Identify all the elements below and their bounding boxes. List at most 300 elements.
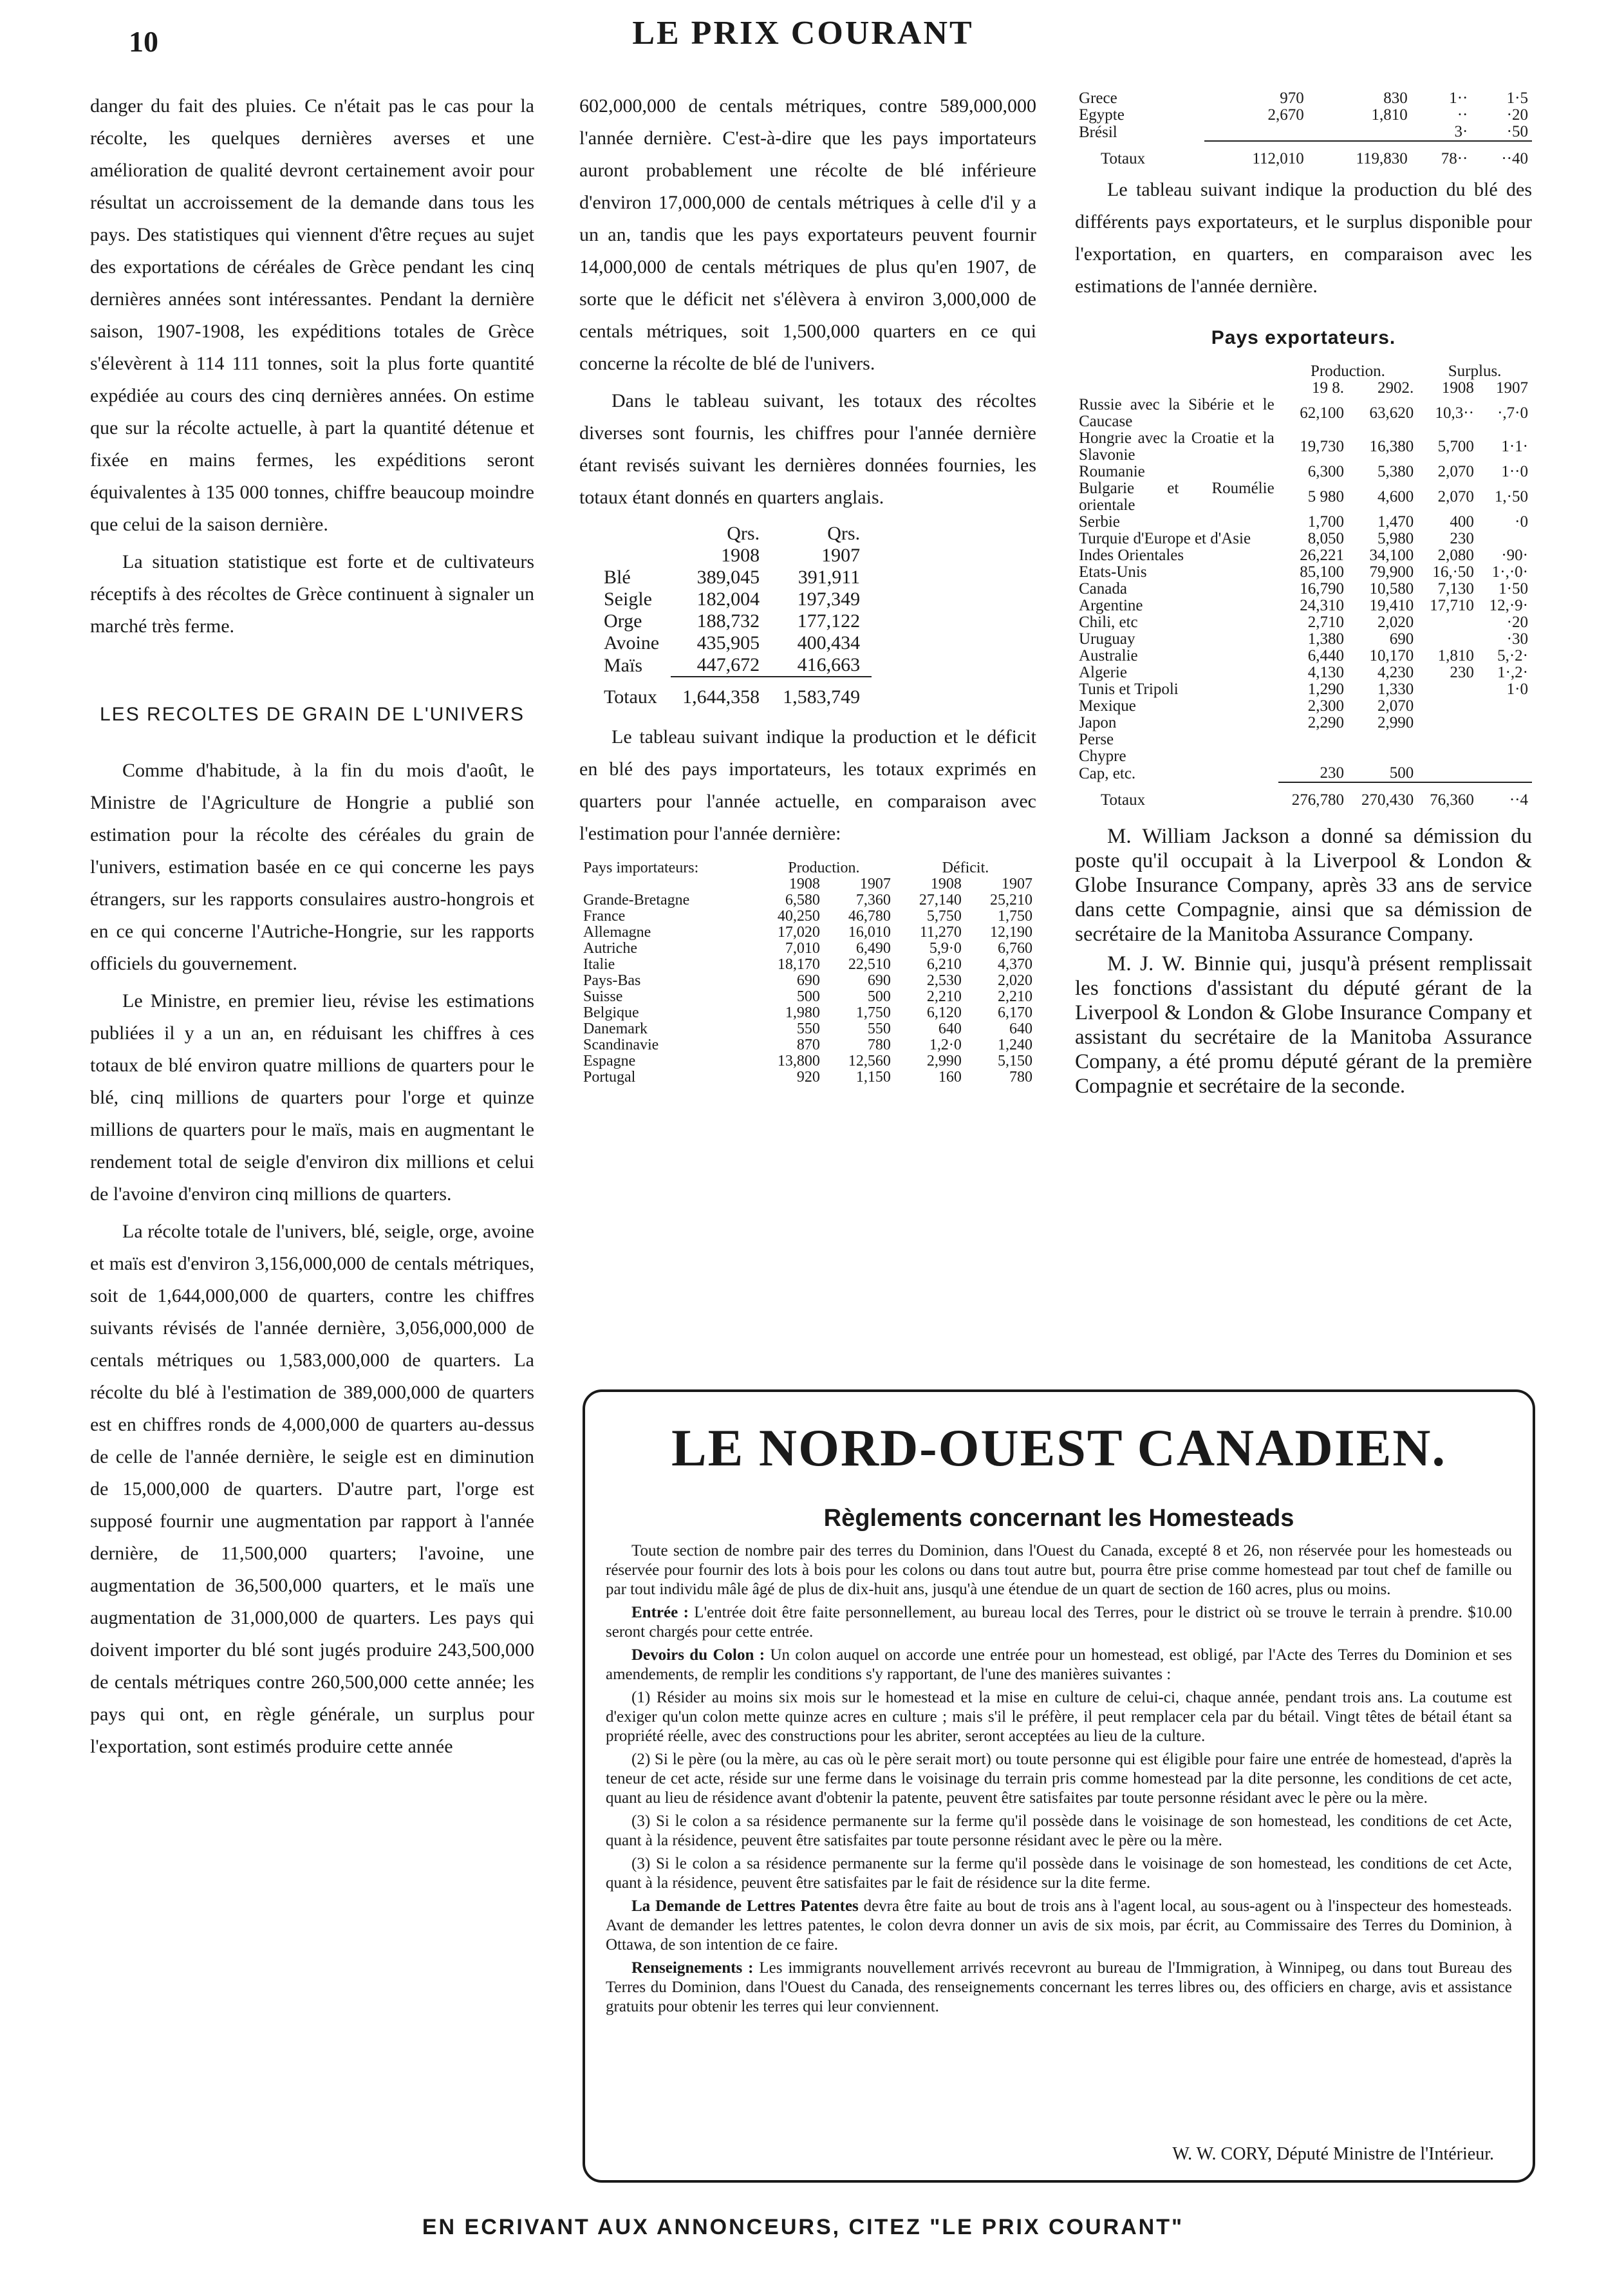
row-label: Totaux <box>1101 149 1146 167</box>
cell: 1,150 <box>855 1069 891 1086</box>
ad-label: Renseignements : <box>631 1959 754 1977</box>
cell: 5,700 <box>1437 438 1474 455</box>
table-row <box>1075 464 1532 480</box>
cell <box>1478 715 1532 731</box>
cell: ·20 <box>1506 614 1528 631</box>
total-row <box>1075 141 1532 167</box>
cell: ·,7·0 <box>1497 404 1528 422</box>
ad-label: Devoirs du Colon : <box>631 1646 765 1664</box>
cell: 6,210 <box>926 956 962 973</box>
cell: 1·· <box>1449 89 1468 107</box>
cell: 5,9·0 <box>929 940 962 957</box>
year-label: 1908 <box>1441 379 1474 397</box>
table-row <box>579 1069 1036 1086</box>
table-row <box>579 1005 1036 1021</box>
ad-text: L'entrée doit être faite personnellement, au bureau local des Terres, pour le district où se trouve le terrain à prendre. $10.00 seront chargés pour cette entrée. <box>606 1604 1513 1641</box>
paragraph: M. J. W. Binnie qui, jusqu'à présent remplissait les fonctions d'assistant du député gérant de la Liverpool & London & Globe Insurance Company et assistant du secrétaire de la Manitoba Assurance Company, a été promu député gérant de la première Compagnie et secrétaire de la seconde. <box>1075 952 1532 1098</box>
cell: 160 <box>938 1069 962 1086</box>
cell: ·0 <box>1515 513 1528 531</box>
homestead-advertisement <box>583 1389 1535 2183</box>
cell <box>1348 731 1417 748</box>
cell: 1,330 <box>1377 681 1414 698</box>
row-label: Grande-Bretagne <box>583 892 690 908</box>
cell: 276,780 <box>1278 782 1348 809</box>
row-label: Autriche <box>583 940 637 957</box>
table-row <box>579 957 1036 973</box>
cell: 6,120 <box>926 1004 962 1021</box>
table-row <box>579 925 1036 941</box>
import-table-continued <box>1075 90 1532 167</box>
cell: ··4 <box>1478 782 1532 809</box>
ad-subtitle: Règlements concernant les Homesteads <box>823 1505 1294 1532</box>
export-heading: Pays exportateurs. <box>1211 327 1396 348</box>
ad-paragraph: (3) Si le colon a sa résidence permanente sur la ferme qu'il possède dans le voisinage de son homestead, les conditions de cet Acte, quant à la résidence, peuvent être satisfaites par toute personne résidant avec le père ou la mère. <box>606 1812 1512 1849</box>
row-label: Avoine <box>604 632 660 654</box>
cell <box>1478 765 1532 782</box>
cell: 10,580 <box>1369 580 1414 598</box>
cell <box>1417 731 1478 748</box>
unit-label: Qrs. <box>727 523 760 544</box>
cell: 188,732 <box>696 610 760 632</box>
row-label: Totaux <box>1101 791 1146 809</box>
table-row <box>1075 614 1532 631</box>
cell <box>1417 748 1478 765</box>
cell: 18,170 <box>777 956 820 973</box>
year-label: 1907 <box>1002 876 1032 892</box>
grain-table <box>592 523 872 708</box>
cell: 1,290 <box>1307 681 1344 698</box>
cell: ·30 <box>1506 630 1528 648</box>
ad-text: Les immigrants nouvellement arrivés recevront au bureau de l'Immigration, à Winnipeg, ou dans tout Bureau des Terres du Dominion, dans l'Ouest du Canada, des renseignements concernant les terres libres ou, des officiers en charge, avis et assistance gratuits pour obtenir les terres qui leur conviennent. <box>606 1959 1512 2015</box>
row-label: Totaux <box>604 686 657 708</box>
ad-paragraph <box>606 1959 1512 2017</box>
table-row <box>579 1021 1036 1037</box>
cell: 230 <box>1320 764 1344 782</box>
cell <box>1278 731 1348 748</box>
cell: 1,980 <box>785 1004 820 1021</box>
cell: 690 <box>796 972 820 989</box>
cell: 17,020 <box>777 924 820 941</box>
cell: 16,·50 <box>1432 563 1474 581</box>
ad-title: LE NORD-OUEST CANADIEN. <box>671 1418 1447 1477</box>
total-row <box>1075 782 1532 809</box>
cell: 5,980 <box>1377 530 1414 547</box>
year-label: 1908 <box>930 876 962 892</box>
cell: 79,900 <box>1369 563 1414 581</box>
cell: 640 <box>938 1021 962 1037</box>
cell: 2,530 <box>926 972 962 989</box>
row-label: Indes Orientales <box>1079 547 1184 564</box>
paragraph: danger du fait des pluies. Ce n'était pas le cas pour la récolte, les quelques dernières averses et une amélioration de qualité devront certainement avoir pour résultat un accroissement de la demande dans tous les pays. Des statistiques qui viennent d'être reçues au sujet des exportations de céréales de Grèce pendant les cinq dernières années sont intéressantes. Pendant la dernière saison, 1907-1908, les expéditions totales de Grèce s'élevèrent à 114 111 tonnes, soit la plus forte quantité expédiée au cours des cinq dernières années. On estime que sur la récolte actuelle, à part la quantité détenue et fixée en mains fermes, les expéditions seront équivalentes à 135 000 tonnes, chiffre beaucoup moindre que celui de la saison dernière. <box>90 95 534 535</box>
ad-paragraph <box>606 1646 1512 1684</box>
cell: 970 <box>1280 89 1304 107</box>
page-number: 10 <box>129 25 158 58</box>
cell: 500 <box>1389 764 1414 782</box>
cell: 26,221 <box>1300 547 1344 564</box>
ad-text: devra être faite au bout de trois ans à l'agent local, au sous-agent ou à l'inspecteur des homesteads. Avant de demander les lettres patentes, le colon devra donner un avis de six mois, par écrit, au Commissaire des Terres du Dominion, à Ottawa, de son intention de ce faire. <box>606 1897 1512 1953</box>
cell: 500 <box>867 988 891 1005</box>
cell: 5 980 <box>1307 488 1344 505</box>
table-row <box>1075 631 1532 648</box>
cell: 7,010 <box>785 940 820 957</box>
year-label: 1907 <box>1496 379 1528 397</box>
cell: 7,130 <box>1437 580 1474 598</box>
cell <box>1348 748 1417 765</box>
ad-paragraph: (1) Résider au moins six mois sur le homestead et la mise en culture de celui-ci, chaque année, pendant trois ans. La coutume est d'exiger qu'un colon mette quinze acres en culture ; mais s'il le préfère, il peut remplacer cela par du bétail. Vingt têtes de bétail étant sa propriété réelle, avec des constructions pour les abriter, seront acceptées au lieu de la culture. <box>606 1689 1512 1745</box>
cell: 230 <box>1450 664 1474 681</box>
row-label: Cap, etc. <box>1079 764 1136 782</box>
column-header: Surplus. <box>1448 362 1502 380</box>
cell: 6,490 <box>855 940 891 957</box>
cell: 2,990 <box>926 1053 962 1069</box>
row-label: Brésil <box>1079 123 1117 141</box>
cell: ·90· <box>1501 547 1528 564</box>
row-label: Serbie <box>1079 513 1120 531</box>
table-row <box>579 989 1036 1005</box>
cell <box>1417 765 1478 782</box>
cell <box>1417 681 1478 698</box>
cell: 7,360 <box>855 892 891 908</box>
cell: 5,380 <box>1377 463 1414 480</box>
row-label: Etats-Unis <box>1079 563 1147 581</box>
cell: 6,760 <box>998 940 1032 957</box>
table-row <box>579 892 1036 908</box>
cell: 230 <box>1450 530 1474 547</box>
cell: 78·· <box>1412 141 1472 167</box>
row-label: Orge <box>604 610 642 632</box>
cell: 25,210 <box>990 892 1032 908</box>
cell: 1·1· <box>1501 438 1528 455</box>
cell: 4,370 <box>998 956 1032 973</box>
cell: 27,140 <box>919 892 962 908</box>
row-label: Egypte <box>1079 106 1125 124</box>
cell: 550 <box>867 1021 891 1037</box>
column-1 <box>90 90 534 1768</box>
ad-label: La Demande de Lettres Patentes <box>631 1897 859 1915</box>
cell: 6,300 <box>1307 463 1344 480</box>
cell: 12,·9· <box>1489 597 1528 614</box>
table-row <box>1075 748 1532 765</box>
ad-signature: W. W. CORY, Député Ministre de l'Intérieur. <box>1172 2144 1494 2164</box>
cell: 1·5 <box>1506 89 1528 107</box>
ad-paragraph: (2) Si le père (ou la mère, au cas où le père serait mort) ou toute personne qui est éligible pour faire une entrée de homestead, d'après la teneur de cet acte, réside sur une ferme dans le voisinage du terrain pris comme homestead par la dite personne, les conditions de cet acte, quant au lieu de résidence avant d'obtenir la patente, peuvent être satisfaites par toute personne résidant avec le père ou la mère. <box>606 1751 1512 1807</box>
column-3 <box>1075 90 1532 1104</box>
cell: 4,600 <box>1377 488 1414 505</box>
cell: 17,710 <box>1430 597 1474 614</box>
row-label: Perse <box>1079 731 1114 748</box>
cell: 1,750 <box>855 1004 891 1021</box>
cell: 5,150 <box>998 1053 1032 1069</box>
cell: 270,430 <box>1348 782 1417 809</box>
cell: 920 <box>796 1069 820 1086</box>
cell: 640 <box>1009 1021 1032 1037</box>
cell: ·50 <box>1506 123 1528 140</box>
cell: 19,410 <box>1369 597 1414 614</box>
cell: 690 <box>867 972 891 989</box>
cell: 389,045 <box>696 567 760 588</box>
cell: 1,700 <box>1307 513 1344 531</box>
cell: 2,290 <box>1307 714 1344 731</box>
cell: 550 <box>796 1021 820 1037</box>
row-label: Scandinavie <box>583 1037 659 1053</box>
cell: 6,580 <box>785 892 820 908</box>
year-label: 1907 <box>859 876 891 892</box>
cell: 2,070 <box>1377 697 1414 715</box>
cell: 690 <box>1389 630 1414 648</box>
table-row <box>592 654 872 677</box>
table-row <box>1075 765 1532 782</box>
table-row <box>579 941 1036 957</box>
table-row <box>1075 480 1532 514</box>
table-row <box>592 567 872 588</box>
row-label: Pays-Bas <box>583 972 641 989</box>
cell: 46,780 <box>848 908 891 925</box>
row-label: Mexique <box>1079 697 1136 715</box>
row-label: France <box>583 908 626 925</box>
cell: 12,190 <box>990 924 1032 941</box>
row-label: Australie <box>1079 647 1138 664</box>
cell: 1,470 <box>1377 513 1414 531</box>
cell: 6,170 <box>998 1004 1032 1021</box>
cell: 2,210 <box>926 988 962 1005</box>
column-header: Déficit. <box>942 860 989 876</box>
row-label: Allemagne <box>583 924 651 941</box>
table-row <box>592 588 872 610</box>
cell: 1,2·0 <box>929 1037 962 1053</box>
row-label: Hongrie avec la Croatie et la Slavonie <box>1079 429 1275 464</box>
column-2 <box>579 90 1036 1086</box>
cell: 1·,·0· <box>1491 563 1528 581</box>
row-label: Grece <box>1079 89 1117 107</box>
cell: 416,663 <box>797 654 861 675</box>
year-label: 1907 <box>821 545 861 566</box>
row-label: Danemark <box>583 1021 648 1037</box>
ad-paragraph: Toute section de nombre pair des terres du Dominion, dans l'Ouest du Canada, excepté 8 et 26, non réservée pour les homesteads ou réservée pour fournir des lots à bois pour les colons ou dans tout autre but, pourra être prise comme homestead par tout chef de famille ou par tout individu mâle âgé de plus de dix-huit ans, jusqu'à une étendue de un quart de section de 160 acres, plus ou moins. <box>606 1542 1512 1598</box>
cell: 3· <box>1454 123 1468 140</box>
cell: 12,560 <box>848 1053 891 1069</box>
cell: 830 <box>1383 89 1408 107</box>
table-row <box>592 610 872 632</box>
cell: 1·,2· <box>1497 664 1528 681</box>
cell: 435,905 <box>696 632 760 654</box>
cell: 5,750 <box>926 908 962 925</box>
paragraph: Comme d'habitude, à la fin du mois d'août, le Ministre de l'Agriculture de Hongrie a publié son estimation pour la récolte des céréales du grain de l'univers, estimation basée en ce qui concerne les pays étrangers, sur les rapports consulaires austro-hongrois et en ce qui concerne l'Autriche-Hongrie, sur les rapports officiels du gouvernement. <box>90 760 534 974</box>
table-row <box>1075 581 1532 598</box>
table-row <box>1075 531 1532 547</box>
cell: 16,010 <box>848 924 891 941</box>
cell: 11,270 <box>919 924 962 941</box>
cell: 1,240 <box>998 1037 1032 1053</box>
cell: 1,750 <box>998 908 1032 925</box>
cell: 780 <box>867 1037 891 1053</box>
cell: 2,300 <box>1307 697 1344 715</box>
row-label: Italie <box>583 956 615 973</box>
table-row <box>579 973 1036 989</box>
cell: 1·50 <box>1499 580 1528 598</box>
row-label: Canada <box>1079 580 1127 598</box>
table-row <box>1075 547 1532 564</box>
cell: 391,911 <box>798 567 861 588</box>
table-row <box>1075 90 1532 107</box>
cell: 2,080 <box>1437 547 1474 564</box>
cell: 63,620 <box>1369 404 1414 422</box>
cell <box>1478 698 1532 715</box>
row-label: Chypre <box>1079 748 1126 765</box>
table-row <box>592 632 872 654</box>
cell: 2,020 <box>998 972 1032 989</box>
cell: 85,100 <box>1300 563 1344 581</box>
cell <box>1417 698 1478 715</box>
cell <box>1204 124 1308 141</box>
table-row <box>1075 681 1532 698</box>
cell <box>1278 748 1348 765</box>
cell <box>1417 631 1478 648</box>
table-row <box>579 908 1036 925</box>
table-row <box>1075 698 1532 715</box>
table-row <box>579 1053 1036 1069</box>
unit-label: Qrs. <box>827 523 861 544</box>
table-row <box>1075 731 1532 748</box>
paragraph: Le tableau suivant indique la production et le déficit en blé des pays importateurs, les totaux exprimés en quarters pour l'année actuelle, en comparaison avec l'estimation pour l'année dernière: <box>579 726 1036 844</box>
table-row <box>1075 598 1532 614</box>
cell: 1··0 <box>1501 463 1528 480</box>
paragraph: La situation statistique est forte et de cultivateurs réceptifs à des récoltes de Grèce continuent à signaler un marché très ferme. <box>90 551 534 637</box>
cell: 10,170 <box>1369 647 1414 664</box>
cell <box>1478 748 1532 765</box>
ad-paragraph: (3) Si le colon a sa résidence permanente sur la ferme qu'il possède dans le voisinage de son homestead, les conditions de cet Acte, quant à la résidence, peuvent être satisfaites par le fait de résidence sur la dite ferme. <box>606 1855 1512 1892</box>
cell: 4,230 <box>1377 664 1414 681</box>
table-row <box>1075 648 1532 664</box>
ad-paragraph <box>606 1897 1512 1955</box>
row-label: Espagne <box>583 1053 636 1069</box>
cell: 1,810 <box>1437 647 1474 664</box>
table-row <box>1075 514 1532 531</box>
cell: 1,644,358 <box>671 677 771 708</box>
ad-body <box>606 1541 1512 2020</box>
cell: 870 <box>796 1037 820 1053</box>
cell: 1,·50 <box>1494 488 1528 505</box>
cell: 62,100 <box>1300 404 1344 422</box>
paragraph: 602,000,000 de centals métriques, contre 589,000,000 l'année dernière. C'est-à-dire que les pays importateurs auront probablement une récolte de blé inférieure d'environ 17,000,000 de centals métriques à celle d'il y a un an, tandis que les pays exportateurs peuvent fournir 14,000,000 de centals métriques de plus qu'en 1907, de sorte que le déficit net s'élèvera à environ 3,000,000 de centals métriques, soit 1,500,000 quarters en ce qui concerne la récolte de blé de l'univers. <box>579 95 1036 374</box>
cell <box>1478 531 1532 547</box>
cell: 24,310 <box>1300 597 1344 614</box>
cell: 2,070 <box>1437 463 1474 480</box>
row-label: Turquie d'Europe et d'Asie <box>1079 530 1251 547</box>
cell: 40,250 <box>777 908 820 925</box>
year-label: 19 8. <box>1311 379 1344 397</box>
row-label: Maïs <box>604 654 642 676</box>
cell: 197,349 <box>797 588 861 610</box>
cell: 2,670 <box>1267 106 1304 124</box>
row-label: Suisse <box>583 988 623 1005</box>
cell: 34,100 <box>1369 547 1414 564</box>
row-label: Belgique <box>583 1004 639 1021</box>
paragraph: Le tableau suivant indique la production du blé des différents pays exportateurs, et le surplus disponible pour l'exportation, en quarters, en comparaison avec les estimations de l'année dernière. <box>1075 179 1532 297</box>
cell: 1,380 <box>1307 630 1344 648</box>
row-label: Algerie <box>1079 664 1127 681</box>
cell: 2,710 <box>1307 614 1344 631</box>
section-heading: LES RECOLTES DE GRAIN DE L'UNIVERS <box>100 704 525 725</box>
cell: 500 <box>796 988 820 1005</box>
paragraph: M. William Jackson a donné sa démission du poste qu'il occupait à la Liverpool & London & Globe Insurance Company, après 33 ans de service dans cette Compagnie, ainsi que sa démission de secrétaire de la Manitoba Assurance Company. <box>1075 825 1532 946</box>
column-header: Production. <box>1310 362 1385 380</box>
cell <box>1478 731 1532 748</box>
ad-text: Un colon auquel on accorde une entrée pour un homestead, est obligé, par l'Acte des Terres du Dominion et ses amendements, de remplir les conditions s'y rapportant, de l'une des manières suivantes : <box>606 1646 1512 1683</box>
year-label: 1908 <box>721 545 760 566</box>
cell: 16,790 <box>1300 580 1344 598</box>
cell: 1,810 <box>1371 106 1408 124</box>
page-footer: EN ECRIVANT AUX ANNONCEURS, CITEZ "LE PRIX COURANT" <box>422 2215 1184 2239</box>
cell: 10,3·· <box>1435 404 1474 422</box>
cell: 19,730 <box>1300 438 1344 455</box>
paragraph: La récolte totale de l'univers, blé, seigle, orge, avoine et maïs est d'environ 3,156,000,000 de centals métriques, soit de 1,644,000,000 de quarters, contre les chiffres suivants révisés de l'année dernière, 3,056,000,000 de centals métriques ou 1,583,000,000 de quarters. La récolte du blé à l'estimation de 389,000,000 de quarters est en chiffres ronds de 4,000,000 de quarters au-dessus de celle de l'année dernière, le seigle est en diminution de 15,000,000 de quarters. D'autre part, l'orge est supposé fournir une augmentation par rapport à l'année dernière, de 11,500,000 quarters; l'avoine, une augmentation de 36,500,000 quarters, et le maïs une augmentation de 31,000,000 de quarters. Les pays qui doivent importer du blé sont jugés produire 243,500,000 de centals métriques contre 260,500,000 cette année; les pays qui ont, en règle générale, un surplus pour l'exportation, sont estimés produire cette année <box>90 1221 534 1757</box>
import-table <box>579 860 1036 1086</box>
total-row <box>592 677 872 708</box>
row-label: Roumanie <box>1079 463 1145 480</box>
table-row <box>1075 124 1532 141</box>
row-label: Tunis et Tripoli <box>1079 681 1179 698</box>
cell: 76,360 <box>1417 782 1478 809</box>
column-header: Production. <box>788 860 860 876</box>
cell: 8,050 <box>1307 530 1344 547</box>
cell: 2,210 <box>998 988 1032 1005</box>
cell: 400,434 <box>797 632 861 654</box>
cell: 16,380 <box>1369 438 1414 455</box>
cell: 2,070 <box>1437 488 1474 505</box>
cell: 182,004 <box>696 588 760 610</box>
page-header-title: LE PRIX COURANT <box>632 15 974 52</box>
ad-paragraph <box>606 1603 1512 1642</box>
cell: 400 <box>1450 513 1474 531</box>
row-label: Argentine <box>1079 597 1143 614</box>
row-label: Blé <box>604 567 631 588</box>
year-label: 2902. <box>1377 379 1414 397</box>
cell: 119,830 <box>1308 141 1412 167</box>
cell: 6,440 <box>1307 647 1344 664</box>
table-label: Pays importateurs: <box>583 860 699 876</box>
row-label: Bulgarie et Roumélie orientale <box>1079 480 1275 514</box>
row-label: Japon <box>1079 714 1117 731</box>
cell: ·· <box>1457 106 1468 124</box>
cell: 1,583,749 <box>771 677 872 708</box>
cell: 177,122 <box>797 610 861 632</box>
table-row <box>1075 715 1532 731</box>
cell: ··40 <box>1471 141 1532 167</box>
paragraph: Dans le tableau suivant, les totaux des récoltes diverses sont fournis, les chiffres pour l'année dernière étant revisés suivant les dernières données fournies, les totaux étant donnés en quarters anglais. <box>579 390 1036 508</box>
cell: 112,010 <box>1204 141 1308 167</box>
cell: 1·0 <box>1506 681 1528 698</box>
table-row <box>1075 107 1532 124</box>
cell: ·20 <box>1506 106 1528 124</box>
cell <box>1417 614 1478 631</box>
table-row <box>1075 564 1532 581</box>
year-label: 1908 <box>789 876 820 892</box>
row-label: Seigle <box>604 588 652 610</box>
cell <box>1308 124 1412 141</box>
ad-label: Entrée : <box>631 1604 689 1621</box>
paragraph: Le Ministre, en premier lieu, révise les estimations publiées il y a un an, en réduisant les chiffres à ces totaux de blé environ quatre millions de quarters pour le blé, cinq millions de quarters pour l'orge et quinze millions de quarters pour le maïs, mais en augmentant le rendement total de seigle d'environ dix millions et celui de l'avoine d'environ cinq millions de quarters. <box>90 990 534 1205</box>
table-row <box>579 1037 1036 1053</box>
table-row <box>1075 430 1532 464</box>
cell: 2,990 <box>1377 714 1414 731</box>
cell: 4,130 <box>1307 664 1344 681</box>
table-row <box>1075 664 1532 681</box>
cell: 22,510 <box>848 956 891 973</box>
row-label: Russie avec la Sibérie et le Caucase <box>1079 396 1275 430</box>
export-table <box>1075 363 1532 809</box>
cell: 780 <box>1009 1069 1032 1086</box>
cell: 5,·2· <box>1497 647 1528 664</box>
